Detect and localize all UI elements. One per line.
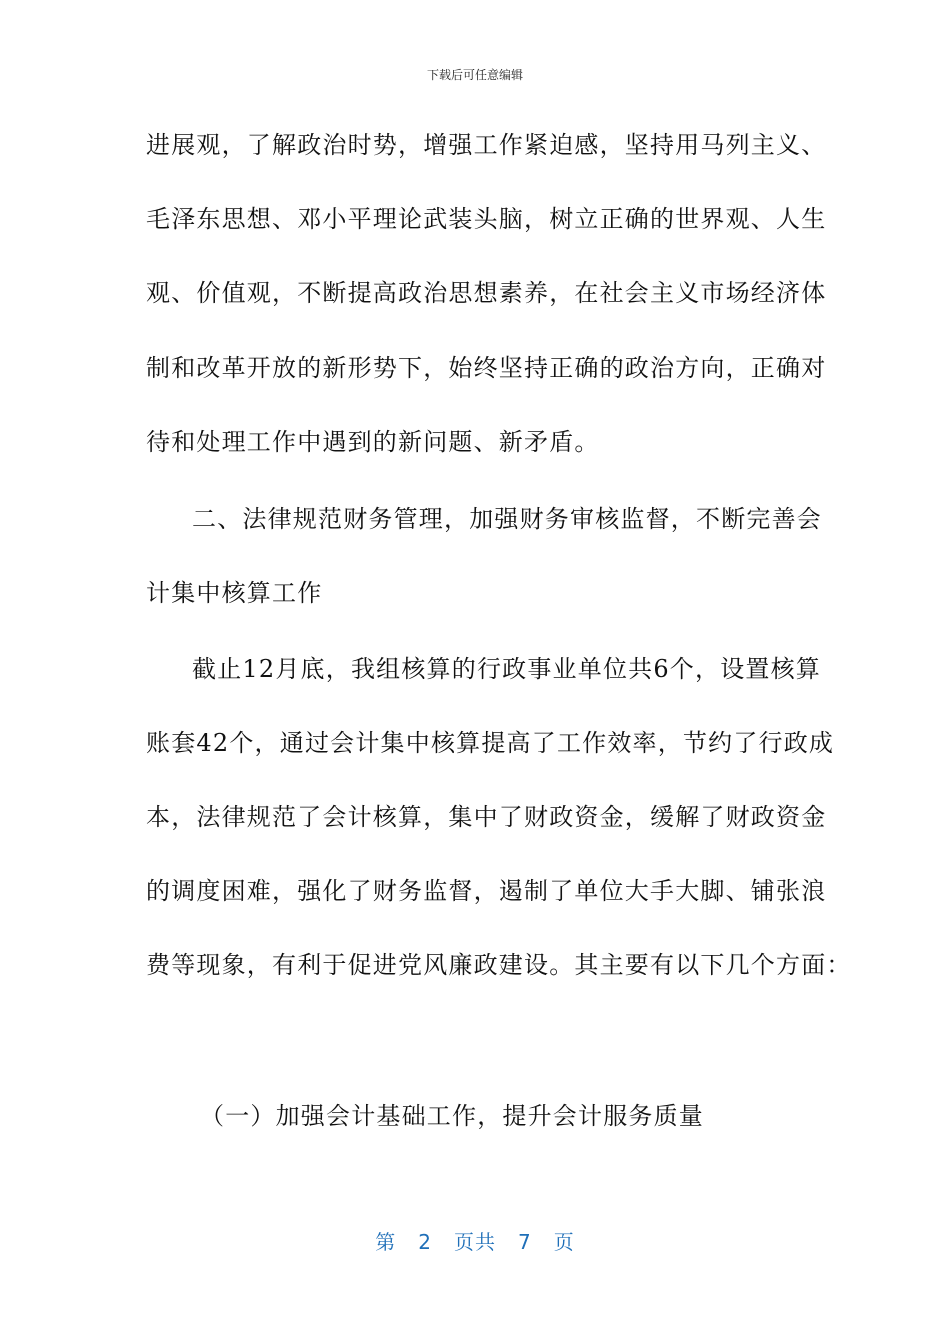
section-heading-line: 计集中核算工作: [146, 579, 323, 607]
page-number: 2: [418, 1230, 432, 1254]
body-line: 待和处理工作中遇到的新问题、新矛盾。: [146, 428, 600, 456]
footer-prefix: 第: [375, 1230, 397, 1254]
body-line: 截止12月底，我组核算的行政事业单位共6个，设置核算: [192, 655, 822, 683]
footer-middle: 页共: [454, 1230, 496, 1254]
page-footer: [0, 1226, 950, 1255]
footer-suffix: 页: [553, 1230, 575, 1254]
total-pages: 7: [518, 1230, 532, 1254]
body-line: 本，法律规范了会计核算，集中了财政资金，缓解了财政资金: [146, 803, 827, 831]
body-line: 毛泽东思想、邓小平理论武装头脑，树立正确的世界观、人生: [146, 205, 827, 233]
header-note: 下载后可任意编辑: [426, 68, 523, 82]
body-line: 制和改革开放的新形势下，始终坚持正确的政治方向，正确对: [146, 354, 827, 382]
body-line: 费等现象，有利于促进党风廉政建设。其主要有以下几个方面：: [146, 951, 852, 979]
section-heading-line: 二、法律规范财务管理，加强财务审核监督，不断完善会: [192, 505, 822, 533]
body-line: 观、价值观，不断提高政治思想素养，在社会主义市场经济体: [146, 279, 827, 307]
body-line: 进展观，了解政治时势，增强工作紧迫感，坚持用马列主义、: [146, 131, 827, 159]
body-line: 账套42个，通过会计集中核算提高了工作效率，节约了行政成: [146, 729, 835, 757]
subsection-heading: （一）加强会计基础工作，提升会计服务质量: [200, 1102, 704, 1130]
body-line: 的调度困难，强化了财务监督，遏制了单位大手大脚、铺张浪: [146, 877, 827, 905]
